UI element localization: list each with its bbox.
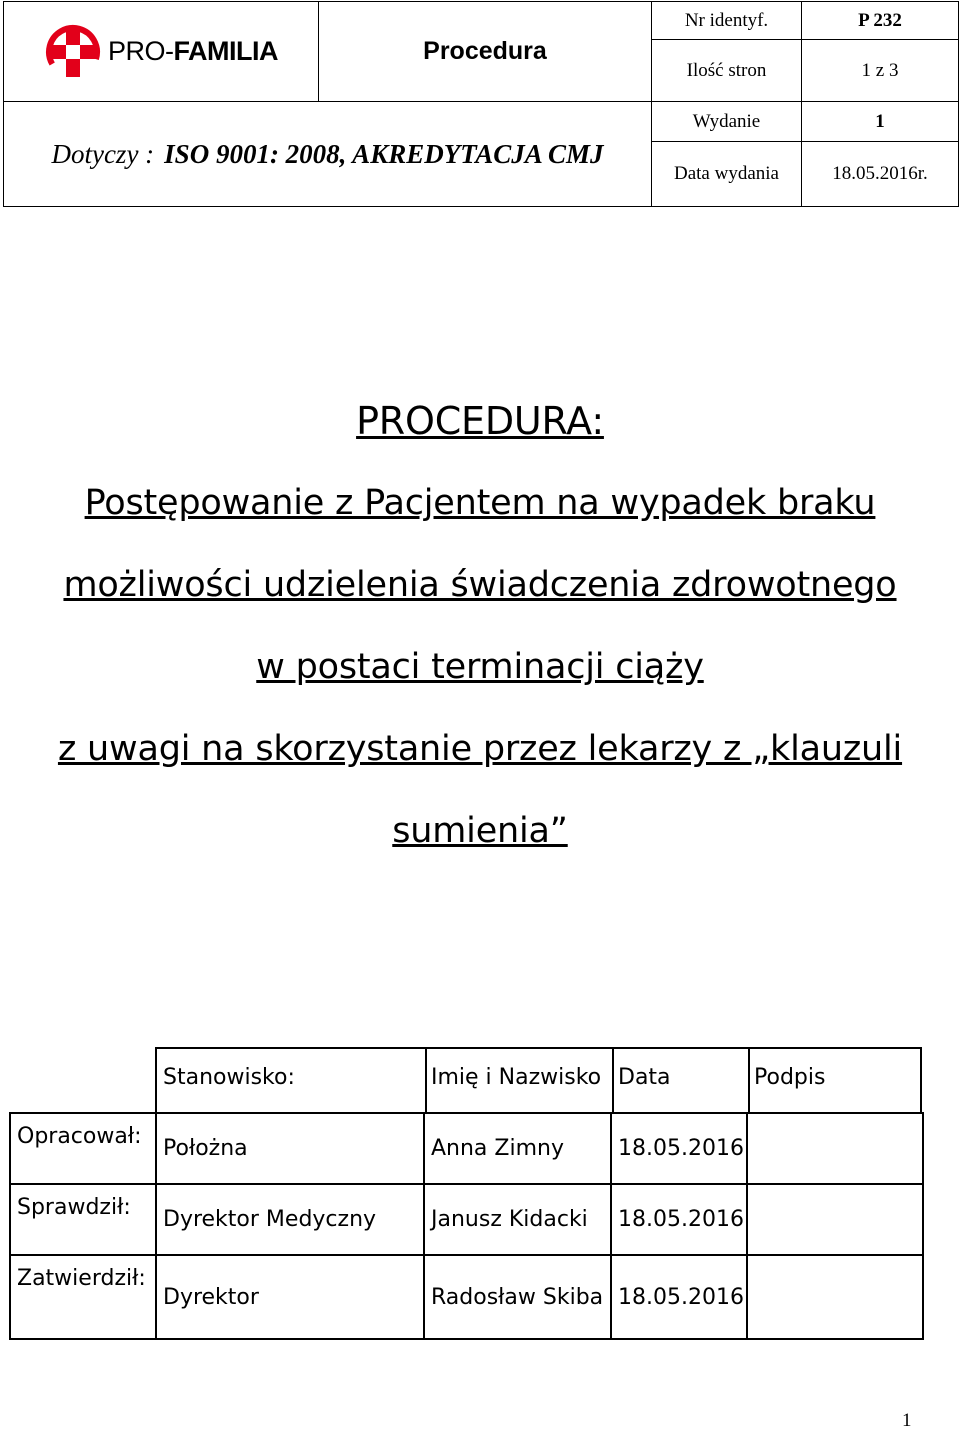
row-signature: [747, 1113, 923, 1184]
procedure-title: [0, 380, 960, 872]
field-value-pages: 1 z 3: [802, 40, 959, 102]
row-name: Anna Zimny: [424, 1113, 611, 1184]
col-header-name: Imię i Nazwisko: [431, 1065, 602, 1090]
row-role: Zatwierdził:: [10, 1255, 156, 1339]
title-line-1: Postępowanie z Pacjentem na wypadek braku: [84, 483, 876, 523]
row-role: Sprawdził:: [10, 1184, 156, 1255]
field-value-issue-date: 18.05.2016r.: [802, 142, 959, 207]
document-header: [3, 1, 959, 207]
row-signature: [747, 1255, 923, 1339]
row-signature: [747, 1184, 923, 1255]
scope-cell: [4, 102, 652, 207]
row-date: 18.05.2016: [611, 1255, 747, 1339]
scope-value: ISO 9001: 2008, AKREDYTACJA CMJ: [164, 139, 604, 169]
col-divider: [612, 1049, 614, 1112]
approvals-header-row: [155, 1047, 922, 1112]
logo-cell: [4, 2, 319, 102]
row-name: Radosław Skiba: [424, 1255, 611, 1339]
col-header-signature: Podpis: [754, 1065, 826, 1090]
title-line-4: z uwagi na skorzystanie przez lekarzy z „klauzuli: [57, 729, 903, 769]
row-date: 18.05.2016: [611, 1184, 747, 1255]
title-line-3: w postaci terminacji ciąży: [256, 647, 704, 687]
field-label-pages: Ilość stron: [652, 40, 802, 102]
title-line-5: sumienia”: [392, 811, 568, 851]
medical-cross-icon: [44, 23, 102, 81]
title-heading: PROCEDURA:: [356, 399, 604, 443]
col-divider: [425, 1049, 427, 1112]
field-label-id: Nr identyf.: [652, 2, 802, 40]
col-header-date: Data: [618, 1065, 671, 1090]
col-header-position: Stanowisko:: [163, 1065, 295, 1090]
logo-text: PRO-FAMILIA: [108, 36, 278, 66]
table-row: [10, 1184, 923, 1255]
field-value-id: P 232: [802, 2, 959, 40]
approvals-table: [9, 1112, 924, 1340]
field-value-edition: 1: [802, 102, 959, 142]
scope-label: Dotyczy :: [51, 139, 155, 169]
row-date: 18.05.2016: [611, 1113, 747, 1184]
table-row: [10, 1113, 923, 1184]
field-label-issue-date: Data wydania: [652, 142, 802, 207]
page-number: 1: [902, 1410, 912, 1431]
doc-type: Procedura: [319, 2, 652, 102]
col-divider: [748, 1049, 750, 1112]
row-position: Dyrektor Medyczny: [156, 1184, 424, 1255]
row-position: Dyrektor: [156, 1255, 424, 1339]
pro-familia-logo: [4, 2, 318, 101]
field-label-edition: Wydanie: [652, 102, 802, 142]
row-name: Janusz Kidacki: [424, 1184, 611, 1255]
row-position: Położna: [156, 1113, 424, 1184]
table-row: [10, 1255, 923, 1339]
row-role: Opracował:: [10, 1113, 156, 1184]
title-line-2: możliwości udzielenia świadczenia zdrowotnego: [63, 565, 897, 605]
